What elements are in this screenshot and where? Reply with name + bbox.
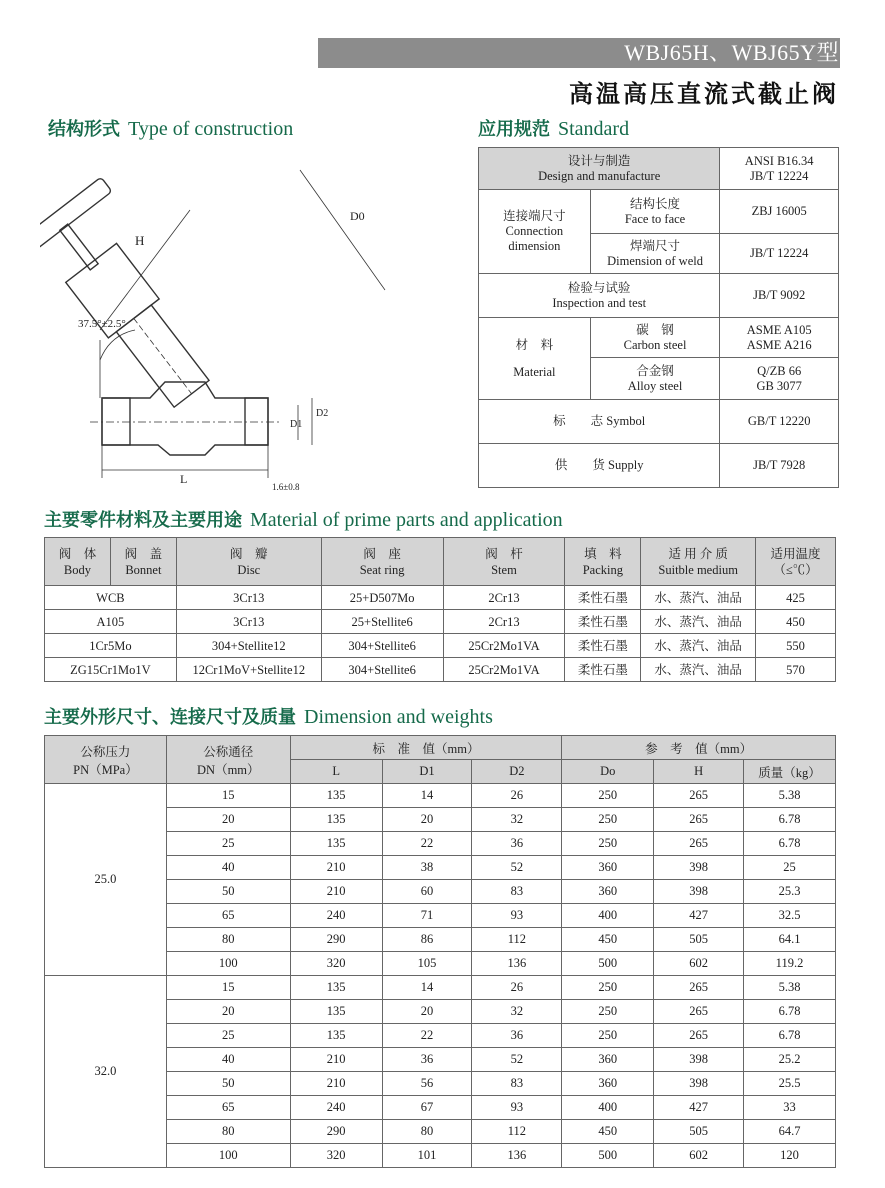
label-tolerance: 1.6±0.8 [272, 482, 300, 492]
table-row: ZG15Cr1Mo1V 12Cr1MoV+Stellite12 304+Stellite6 25Cr2Mo1VA 柔性石墨 水、蒸汽、油品 570 [45, 658, 836, 682]
header-medium: 适 用 介 质 Suitble medium [641, 538, 756, 586]
table-cell: 83 [472, 880, 562, 904]
table-cell: 32 [472, 1000, 562, 1024]
table-row: A105 3Cr13 25+Stellite6 2Cr13 柔性石墨 水、蒸汽、油品 450 [45, 610, 836, 634]
supply-cell: 供 货 Supply [479, 444, 720, 488]
design-value: ANSI B16.34 JB/T 12224 [720, 148, 839, 190]
table-row [45, 784, 836, 808]
header-d1: D1 [382, 760, 472, 784]
model-title: WBJ65H、WBJ65Y型 [624, 40, 839, 65]
materials-heading-cn: 主要零件材料及主要用途 [44, 510, 242, 531]
table-cell: 398 [654, 1072, 744, 1096]
valve-construction-diagram [40, 150, 430, 495]
table-row [479, 148, 839, 190]
dimensions-table [44, 735, 836, 1168]
materials-table [44, 537, 836, 682]
table-cell: 505 [654, 1120, 744, 1144]
weld-value: JB/T 12224 [720, 234, 839, 274]
standard-heading [478, 115, 629, 141]
table-row: 1Cr5Mo 304+Stellite12 304+Stellite6 25Cr2Mo1VA 柔性石墨 水、蒸汽、油品 550 [45, 634, 836, 658]
table-cell: 500 [562, 1144, 654, 1168]
design-cell: 设计与制造 Design and manufacture [479, 148, 720, 190]
table-row [479, 444, 839, 488]
table-cell: 398 [654, 856, 744, 880]
table-cell: 360 [562, 1072, 654, 1096]
inspection-value: JB/T 9092 [720, 274, 839, 318]
header-stem: 阀 杆 Stem [443, 538, 565, 586]
inspection-cell: 检验与试验 Inspection and test [479, 274, 720, 318]
table-cell: 5.38 [744, 784, 836, 808]
table-cell: 250 [562, 784, 654, 808]
header-reference-values: 参 考 值（mm） [562, 736, 836, 760]
angle-label: 37.5°±2.5° [78, 318, 126, 330]
table-row [479, 318, 839, 358]
table-cell: 290 [290, 1120, 382, 1144]
table-cell: 40 [166, 856, 290, 880]
table-cell: 20 [166, 1000, 290, 1024]
table-row [45, 976, 836, 1000]
table-cell: 136 [472, 952, 562, 976]
table-cell: 52 [472, 856, 562, 880]
table-cell: 20 [382, 808, 472, 832]
table-cell: 36 [382, 1048, 472, 1072]
header-dn: 公称通径 DN（mm） [166, 736, 290, 784]
table-cell: 25 [166, 832, 290, 856]
table-cell: 65 [166, 1096, 290, 1120]
table-cell: 500 [562, 952, 654, 976]
table-cell: 427 [654, 1096, 744, 1120]
construction-heading-en: Type of construction [128, 118, 294, 140]
construction-heading [48, 115, 293, 141]
table-cell: 135 [290, 784, 382, 808]
table-cell: 64.7 [744, 1120, 836, 1144]
table-cell: 250 [562, 832, 654, 856]
supply-value: JB/T 7928 [720, 444, 839, 488]
table-header-row [45, 538, 836, 586]
stem [60, 224, 98, 270]
header-d2: D2 [472, 760, 562, 784]
table-cell: 250 [562, 1000, 654, 1024]
table-row [479, 274, 839, 318]
table-cell: 15 [166, 784, 290, 808]
table-cell: 360 [562, 1048, 654, 1072]
table-cell: 25.2 [744, 1048, 836, 1072]
table-row [479, 400, 839, 444]
symbol-value: GB/T 12220 [720, 400, 839, 444]
table-cell: 93 [472, 1096, 562, 1120]
table-row [479, 190, 839, 234]
outlet-end [245, 398, 268, 445]
table-cell: 80 [166, 928, 290, 952]
standard-heading-en: Standard [558, 118, 630, 140]
table-cell: 265 [654, 1024, 744, 1048]
carbon-steel-cell: 碳 钢 Carbon steel [590, 318, 720, 358]
table-cell: 100 [166, 1144, 290, 1168]
label-h: H [135, 233, 145, 248]
table-cell: 15 [166, 976, 290, 1000]
standard-table [478, 147, 839, 488]
table-cell: 210 [290, 856, 382, 880]
header-l: L [290, 760, 382, 784]
table-cell: 25.3 [744, 880, 836, 904]
alloy-steel-cell: 合金钢 Alloy steel [590, 358, 720, 400]
table-cell: 38 [382, 856, 472, 880]
header-h: H [654, 760, 744, 784]
table-cell: 14 [382, 976, 472, 1000]
table-cell: 112 [472, 928, 562, 952]
table-cell: 265 [654, 1000, 744, 1024]
table-cell: 398 [654, 880, 744, 904]
table-cell: 320 [290, 1144, 382, 1168]
table-cell: 112 [472, 1120, 562, 1144]
table-cell: 60 [382, 880, 472, 904]
table-cell: 93 [472, 904, 562, 928]
table-cell: 135 [290, 808, 382, 832]
table-cell: 80 [166, 1120, 290, 1144]
table-cell: 83 [472, 1072, 562, 1096]
face-to-face-value: ZBJ 16005 [720, 190, 839, 234]
table-cell: 40 [166, 1048, 290, 1072]
table-cell: 6.78 [744, 832, 836, 856]
table-cell: 25.5 [744, 1072, 836, 1096]
table-cell: 265 [654, 808, 744, 832]
dimensions-heading-cn: 主要外形尺寸、连接尺寸及质量 [44, 707, 296, 728]
connection-cell: 连接端尺寸 Connection dimension [479, 190, 591, 274]
table-cell: 119.2 [744, 952, 836, 976]
material-cell: 材 料 Material [479, 318, 591, 400]
dimensions-heading [44, 703, 493, 729]
header-pn: 公称压力 PN（MPa） [45, 736, 167, 784]
table-cell: 265 [654, 976, 744, 1000]
table-cell: 50 [166, 1072, 290, 1096]
table-cell: 210 [290, 880, 382, 904]
label-d1: D1 [290, 419, 303, 430]
table-cell: 50 [166, 880, 290, 904]
table-cell: 6.78 [744, 808, 836, 832]
header-do: Do [562, 760, 654, 784]
table-cell: 26 [472, 784, 562, 808]
table-cell: 450 [562, 1120, 654, 1144]
table-cell: 67 [382, 1096, 472, 1120]
table-cell: 265 [654, 832, 744, 856]
table-cell: 20 [166, 808, 290, 832]
table-row: WCB 3Cr13 25+D507Mo 2Cr13 柔性石墨 水、蒸汽、油品 425 [45, 586, 836, 610]
table-cell: 135 [290, 1024, 382, 1048]
table-cell: 36 [472, 1024, 562, 1048]
table-cell: 80 [382, 1120, 472, 1144]
table-cell: 64.1 [744, 928, 836, 952]
table-cell: 135 [290, 832, 382, 856]
table-cell: 250 [562, 976, 654, 1000]
table-cell: 33 [744, 1096, 836, 1120]
table-cell: 250 [562, 808, 654, 832]
table-cell: 14 [382, 784, 472, 808]
table-cell: 25 [166, 1024, 290, 1048]
inlet-end [102, 398, 130, 445]
header-temperature: 适用温度 （≤℃） [756, 538, 836, 586]
table-cell: 101 [382, 1144, 472, 1168]
materials-heading [44, 506, 563, 532]
label-d0: D0 [350, 209, 365, 223]
table-cell: 32 [472, 808, 562, 832]
dimensions-heading-en: Dimension and weights [304, 706, 493, 728]
table-cell: 210 [290, 1048, 382, 1072]
table-cell: 6.78 [744, 1000, 836, 1024]
table-cell: 360 [562, 880, 654, 904]
table-cell: 56 [382, 1072, 472, 1096]
construction-heading-cn: 结构形式 [48, 119, 120, 140]
table-cell: 602 [654, 1144, 744, 1168]
table-cell: 135 [290, 1000, 382, 1024]
table-cell: 210 [290, 1072, 382, 1096]
table-cell: 26 [472, 976, 562, 1000]
weld-cell: 焊端尺寸 Dimension of weld [590, 234, 720, 274]
dimensions-body [45, 784, 836, 1168]
materials-heading-en: Material of prime parts and application [250, 509, 563, 531]
header-body: 阀 体 Body [45, 538, 111, 586]
table-cell: 320 [290, 952, 382, 976]
pn-cell: 32.0 [45, 976, 167, 1168]
table-cell: 5.38 [744, 976, 836, 1000]
table-header-row [45, 736, 836, 760]
table-cell: 602 [654, 952, 744, 976]
table-cell: 290 [290, 928, 382, 952]
table-cell: 360 [562, 856, 654, 880]
table-cell: 400 [562, 1096, 654, 1120]
header-bonnet: 阀 盖 Bonnet [110, 538, 176, 586]
table-cell: 136 [472, 1144, 562, 1168]
table-cell: 427 [654, 904, 744, 928]
table-cell: 32.5 [744, 904, 836, 928]
header-packing: 填 料 Packing [565, 538, 641, 586]
face-to-face-cell: 结构长度 Face to face [590, 190, 720, 234]
table-cell: 36 [472, 832, 562, 856]
symbol-cell: 标 志 Symbol [479, 400, 720, 444]
table-cell: 25 [744, 856, 836, 880]
header-disc: 阀 瓣 Disc [176, 538, 321, 586]
table-cell: 400 [562, 904, 654, 928]
table-cell: 120 [744, 1144, 836, 1168]
table-cell: 505 [654, 928, 744, 952]
header-standard-values: 标 准 值（mm） [290, 736, 562, 760]
header-seat-ring: 阀 座 Seat ring [321, 538, 443, 586]
table-cell: 65 [166, 904, 290, 928]
table-cell: 105 [382, 952, 472, 976]
table-cell: 450 [562, 928, 654, 952]
table-cell: 240 [290, 904, 382, 928]
table-cell: 20 [382, 1000, 472, 1024]
table-cell: 52 [472, 1048, 562, 1072]
product-title: 高温高压直流式截止阀 [569, 80, 839, 108]
label-d2: D2 [316, 408, 329, 419]
table-cell: 22 [382, 832, 472, 856]
table-cell: 250 [562, 1024, 654, 1048]
header-mass: 质量（kg） [744, 760, 836, 784]
table-cell: 86 [382, 928, 472, 952]
alloy-steel-value: Q/ZB 66 GB 3077 [720, 358, 839, 400]
label-l: L [180, 472, 188, 486]
table-cell: 6.78 [744, 1024, 836, 1048]
table-cell: 135 [290, 976, 382, 1000]
table-cell: 22 [382, 1024, 472, 1048]
table-cell: 100 [166, 952, 290, 976]
table-cell: 265 [654, 784, 744, 808]
table-cell: 71 [382, 904, 472, 928]
carbon-steel-value: ASME A105 ASME A216 [720, 318, 839, 358]
table-cell: 240 [290, 1096, 382, 1120]
table-cell: 398 [654, 1048, 744, 1072]
standard-heading-cn: 应用规范 [478, 119, 550, 140]
valve-body [102, 382, 268, 455]
pn-cell: 25.0 [45, 784, 167, 976]
